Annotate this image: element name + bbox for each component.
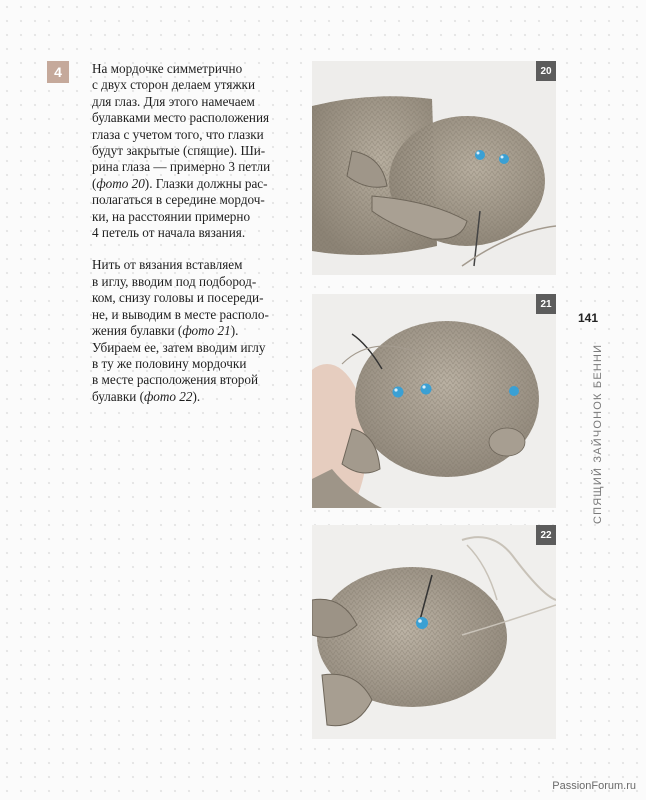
photo-reference: фото 21 (182, 323, 231, 339)
page-number: 141 (578, 311, 599, 325)
photo-reference: фото 22 (144, 388, 193, 404)
text-line: Убираем ее, затем вводим иглу (92, 339, 266, 355)
photo-number-badge: 21 (536, 294, 556, 314)
paragraph-needle-threading (92, 257, 292, 405)
text-line (92, 323, 292, 339)
text-line: не, и выводим в месте располо- (92, 306, 269, 322)
photo-reference: фото 20 (96, 175, 145, 191)
photo-22 (312, 525, 556, 739)
text-line: На мордочке симметрично (92, 61, 243, 76)
photo-number-badge: 22 (536, 525, 556, 545)
text-line: Нить от вязания вставляем (92, 257, 243, 273)
text-line: рина глаза — примерно 3 петли (92, 159, 271, 175)
text-line: в иглу, вводим под подбород- (92, 273, 257, 289)
text-line: будут закрытые (спящие). Ши- (92, 143, 266, 159)
text-line: булавками место расположения (92, 110, 270, 126)
paragraph-eye-placement (92, 61, 292, 241)
bunny-head-photo-illustration (312, 294, 556, 508)
photo-20 (312, 61, 556, 275)
photo-21 (312, 294, 556, 508)
text-line: с двух сторон делаем утяжки (92, 77, 256, 93)
bunny-head-photo-illustration (312, 525, 556, 739)
text-line: ком, снизу головы и посереди- (92, 290, 264, 306)
text-line: в месте расположения второй (92, 372, 259, 388)
bunny-head-photo-illustration (312, 61, 556, 275)
text-line: глаза с учетом того, что глазки (92, 126, 264, 142)
text-line (92, 389, 292, 405)
text-line: (фото 20). Глазки должны рас- (92, 175, 268, 191)
text-fragment: ). (192, 388, 201, 404)
text-line: для глаз. Для этого намечаем (92, 93, 255, 109)
photo-number-badge: 20 (536, 61, 556, 81)
text-line: ки, на расстоянии примерно (92, 208, 251, 224)
text-fragment: жения булавки ( (92, 323, 183, 339)
text-fragment: ). Глазки должны рас- (144, 175, 268, 191)
text-line: в ту же половину мордочки (92, 355, 247, 371)
text-fragment: булавки ( (92, 388, 145, 404)
text-fragment: ). (230, 323, 239, 339)
chapter-side-title: СПЯЩИЙ ЗАЙЧОНОК БЕННИ (592, 343, 604, 524)
instruction-text (92, 61, 292, 421)
watermark: PassionForum.ru (552, 780, 636, 792)
step-number-badge: 4 (47, 61, 69, 83)
text-line: полагаться в середине мордоч- (92, 192, 265, 208)
text-line: 4 петель от начала вязания. (92, 225, 246, 241)
